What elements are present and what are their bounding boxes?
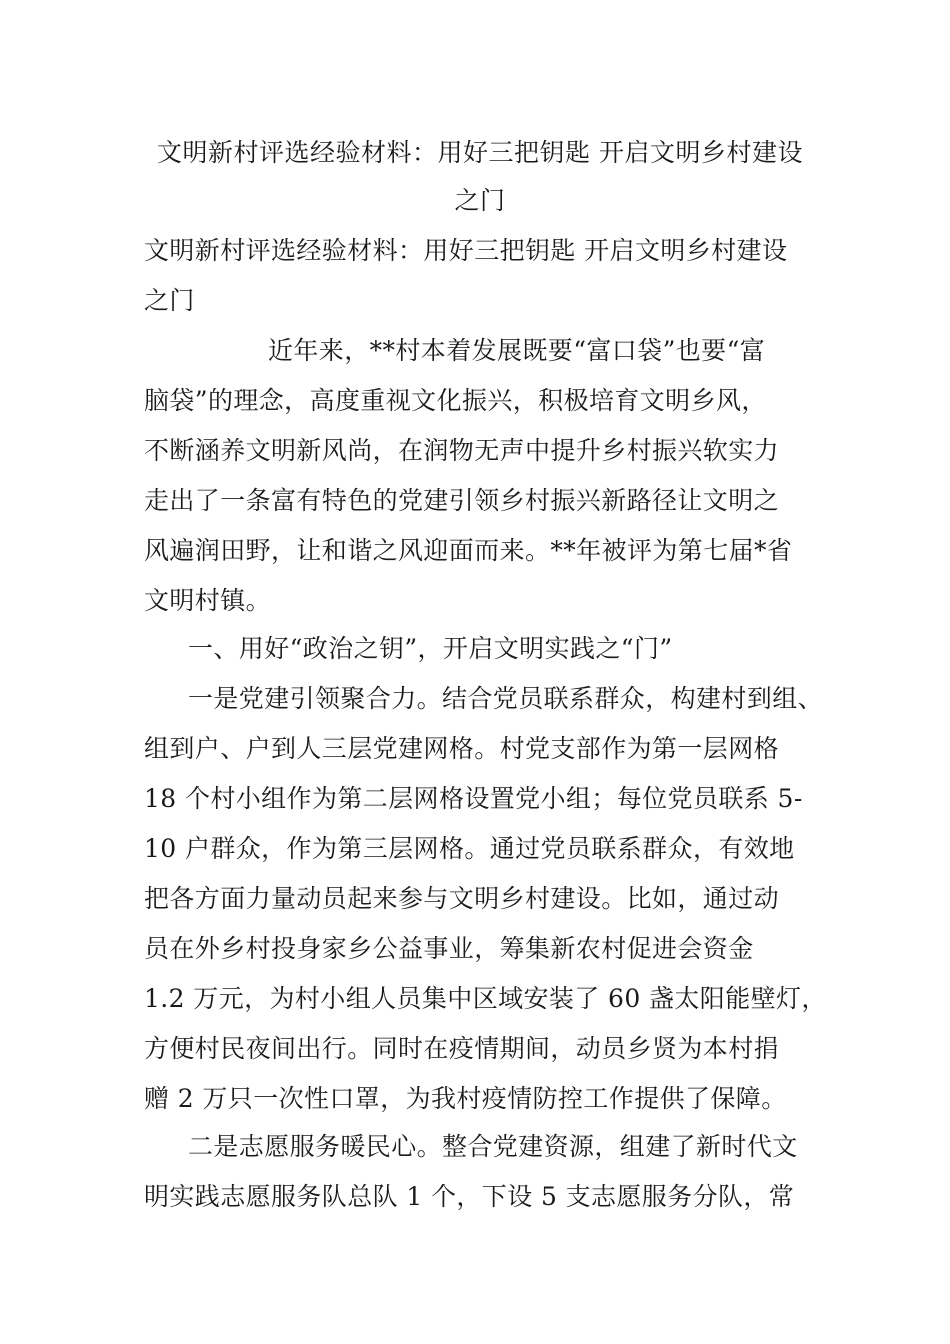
body-line: 文明新村评选经验材料：用好三把钥匙 开启文明乡村建设 [144, 236, 788, 265]
body-line: 二是志愿服务暖民心。整合党建资源，组建了新时代文 [188, 1132, 798, 1161]
body-line: 风遍润田野，让和谐之风迎面而来。**年被评为第七届*省 [144, 536, 793, 565]
body-line: 之门 [144, 286, 195, 315]
body-line: 赠 2 万只一次性口罩，为我村疫情防控工作提供了保障。 [144, 1084, 787, 1113]
body-line: 把各方面力量动员起来参与文明乡村建设。比如，通过动 [144, 884, 780, 913]
body-line: 组到户、户到人三层党建网格。村党支部作为第一层网格 [144, 734, 780, 763]
body-line: 走出了一条富有特色的党建引领乡村振兴新路径让文明之 [144, 486, 780, 515]
body-line: 员在外乡村投身家乡公益事业，筹集新农村促进会资金 [144, 934, 754, 963]
document-title-line-2: 之门 [454, 186, 506, 215]
body-line: 18 个村小组作为第二层网格设置党小组；每位党员联系 5- [144, 784, 803, 813]
body-line: 明实践志愿服务队总队 1 个，下设 5 支志愿服务分队，常 [144, 1182, 795, 1211]
body-line: 方便村民夜间出行。同时在疫情期间，动员乡贤为本村捐 [144, 1034, 780, 1063]
body-line: 一是党建引领聚合力。结合党员联系群众，构建村到组、 [188, 684, 824, 713]
body-line: 脑袋”的理念，高度重视文化振兴，积极培育文明乡风， [144, 386, 767, 415]
document-title-line-1: 文明新村评选经验材料：用好三把钥匙 开启文明乡村建设 [157, 138, 803, 167]
section-heading: 一、用好“政治之钥”，开启文明实践之“门” [188, 634, 673, 663]
body-line: 1.2 万元，为村小组人员集中区域安装了 60 盏太阳能壁灯， [144, 984, 827, 1013]
body-line: 不断涵养文明新风尚，在润物无声中提升乡村振兴软实力 [144, 436, 780, 465]
body-line: 文明村镇。 [144, 586, 272, 615]
body-line: 10 户群众，作为第三层网格。通过党员联系群众，有效地 [144, 834, 795, 863]
body-line: 近年来，**村本着发展既要“富口袋”也要“富 [268, 336, 766, 365]
